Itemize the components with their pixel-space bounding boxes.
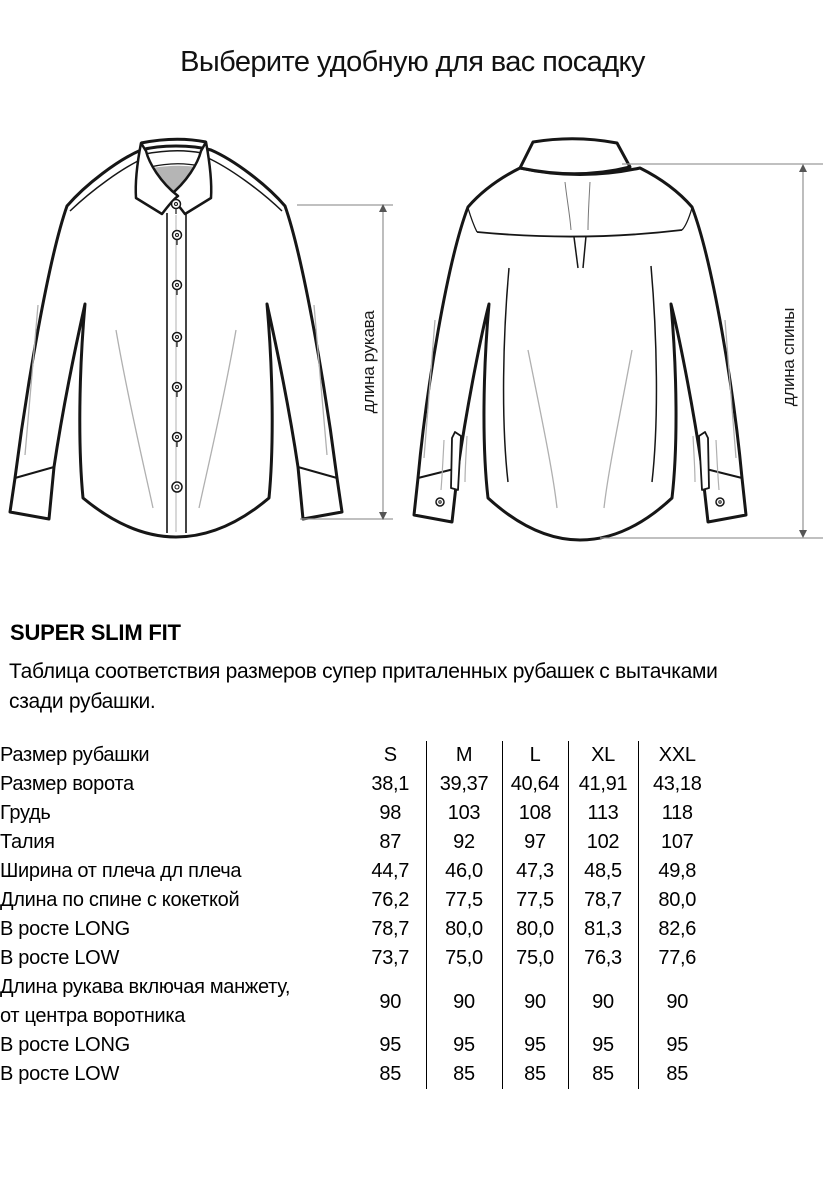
cell: 41,91 xyxy=(568,770,638,799)
cell: 48,5 xyxy=(568,857,638,886)
size-col-m: M xyxy=(426,741,502,770)
cell: 90 xyxy=(568,973,638,1031)
cell: 38,1 xyxy=(371,773,410,795)
cell: 87 xyxy=(379,831,402,853)
arrow-up-icon xyxy=(799,164,807,172)
cell: 39,37 xyxy=(426,770,502,799)
table-row-header xyxy=(0,741,716,770)
row-label-line1: Длина рукава включая манжету, xyxy=(0,976,291,998)
cell: 118 xyxy=(638,799,716,828)
row-label: Ширина от плеча дл плеча xyxy=(0,860,242,882)
row-label-line2: от центра воротника xyxy=(0,1005,186,1027)
fit-heading: SUPER SLIM FIT xyxy=(10,620,181,645)
table-row xyxy=(0,1060,716,1089)
cell: 73,7 xyxy=(371,947,410,969)
cell: 95 xyxy=(568,1031,638,1060)
table-row xyxy=(0,857,716,886)
row-label: Длина по спине с кокеткой xyxy=(0,889,240,911)
cell: 113 xyxy=(568,799,638,828)
row-label: В росте LOW xyxy=(0,947,120,969)
cell: 78,7 xyxy=(568,886,638,915)
row-label xyxy=(0,973,355,1031)
cell: 82,6 xyxy=(638,915,716,944)
cell: 97 xyxy=(502,828,568,857)
cell: 90 xyxy=(638,973,716,1031)
row-label: Талия xyxy=(0,831,55,853)
cell: 44,7 xyxy=(371,860,410,882)
cell: 85 xyxy=(638,1060,716,1089)
cell: 80,0 xyxy=(426,915,502,944)
size-table xyxy=(0,741,716,1089)
row-label: В росте LONG xyxy=(0,918,130,940)
table-row xyxy=(0,799,716,828)
cell: 90 xyxy=(502,973,568,1031)
cell: 76,2 xyxy=(371,889,410,911)
row-label: Размер рубашки xyxy=(0,744,150,766)
cell: 102 xyxy=(568,828,638,857)
shirt-front-drawing xyxy=(10,139,342,537)
page-title: Выберите удобную для вас посадку xyxy=(180,46,645,78)
cell: 76,3 xyxy=(568,944,638,973)
size-col-l: L xyxy=(502,741,568,770)
table-row xyxy=(0,915,716,944)
fit-description-line2: сзади рубашки. xyxy=(9,690,156,713)
cell: 80,0 xyxy=(638,886,716,915)
cell: 107 xyxy=(638,828,716,857)
row-label: Размер ворота xyxy=(0,773,134,795)
cell: 85 xyxy=(502,1060,568,1089)
table-row xyxy=(0,828,716,857)
row-label: Грудь xyxy=(0,802,51,824)
cell: 85 xyxy=(426,1060,502,1089)
cell: 85 xyxy=(568,1060,638,1089)
cell: 43,18 xyxy=(638,770,716,799)
fit-description xyxy=(9,657,718,717)
row-label: В росте LONG xyxy=(0,1034,130,1056)
cell: 92 xyxy=(426,828,502,857)
sleeve-length-label: длина рукава xyxy=(359,310,378,414)
cell: 77,5 xyxy=(426,886,502,915)
fit-description-line1: Таблица соответствия размеров супер приталенных рубашек с вытачками xyxy=(9,660,718,683)
cell: 95 xyxy=(502,1031,568,1060)
table-row xyxy=(0,973,716,1031)
cell: 75,0 xyxy=(502,944,568,973)
arrow-down-icon xyxy=(799,530,807,538)
cell: 77,5 xyxy=(502,886,568,915)
cell: 98 xyxy=(379,802,402,824)
cell: 75,0 xyxy=(426,944,502,973)
cell: 49,8 xyxy=(638,857,716,886)
table-row xyxy=(0,1031,716,1060)
cell: 95 xyxy=(426,1031,502,1060)
cell: 77,6 xyxy=(638,944,716,973)
cell: 85 xyxy=(379,1063,402,1085)
size-col-s: S xyxy=(383,744,397,766)
table-row xyxy=(0,886,716,915)
cell: 95 xyxy=(379,1034,402,1056)
cell: 81,3 xyxy=(568,915,638,944)
cell: 103 xyxy=(426,799,502,828)
shirt-back-drawing xyxy=(414,139,746,540)
cell: 80,0 xyxy=(502,915,568,944)
cell: 78,7 xyxy=(371,918,410,940)
back-length-label: длина спины xyxy=(779,307,798,407)
table-row xyxy=(0,770,716,799)
cell: 90 xyxy=(426,973,502,1031)
cell: 47,3 xyxy=(502,857,568,886)
shirt-diagrams xyxy=(0,100,825,560)
table-row xyxy=(0,944,716,973)
size-col-xxl: XXL xyxy=(638,741,716,770)
row-label: В росте LOW xyxy=(0,1063,120,1085)
cell: 40,64 xyxy=(502,770,568,799)
cell: 95 xyxy=(638,1031,716,1060)
cell: 108 xyxy=(502,799,568,828)
cell: 46,0 xyxy=(426,857,502,886)
cell: 90 xyxy=(379,990,402,1013)
size-col-xl: XL xyxy=(568,741,638,770)
